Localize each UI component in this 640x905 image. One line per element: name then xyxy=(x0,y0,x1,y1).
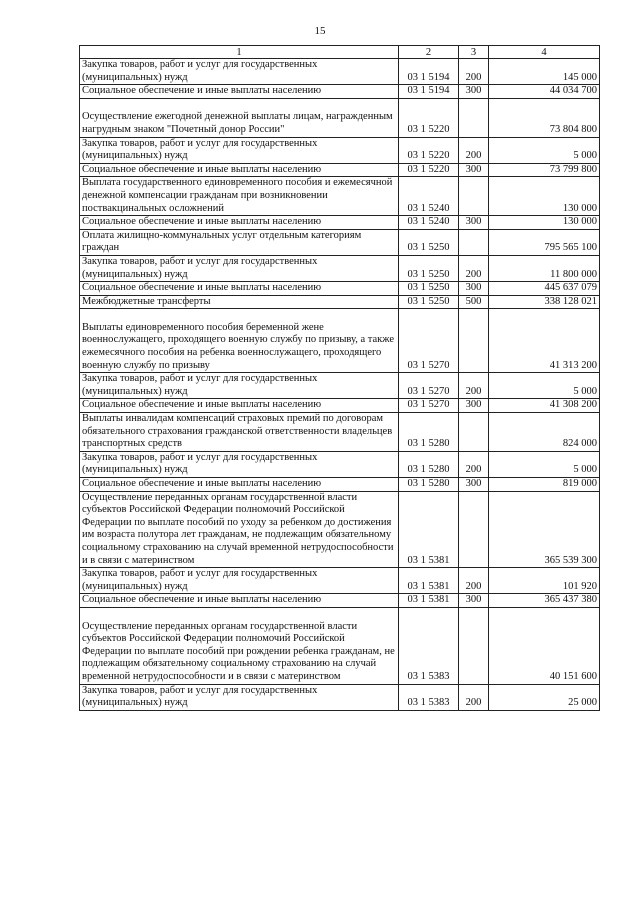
cell-code-text: 03 1 5381 xyxy=(407,594,450,606)
cell-code-text: 03 1 5280 xyxy=(407,478,450,489)
cell-amount xyxy=(489,413,600,452)
cell-amount xyxy=(489,295,600,309)
cell-code-text: 03 1 5250 xyxy=(407,242,450,254)
cell-amount-text: 130 000 xyxy=(562,202,597,214)
cell-expense-type xyxy=(459,451,489,477)
cell-name-text: Закупка товаров, работ и услуг для государственных (муниципальных) нужд xyxy=(82,373,318,397)
cell-expense-type xyxy=(459,177,489,216)
cell-expense-type xyxy=(459,255,489,281)
cell-amount xyxy=(489,568,600,594)
cell-code-text: 03 1 5381 xyxy=(407,580,450,592)
cell-expense-type xyxy=(459,607,489,684)
cell-expense-type-text: 200 xyxy=(465,464,482,476)
table-row xyxy=(80,373,600,399)
cell-name-text: Закупка товаров, работ и услуг для государственных (муниципальных) нужд xyxy=(82,255,318,280)
cell-code-text: 03 1 5383 xyxy=(407,670,450,682)
cell-code xyxy=(399,295,459,309)
table-row xyxy=(80,282,600,296)
cell-amount-text: 130 000 xyxy=(562,216,597,228)
cell-name-text: Социальное обеспечение и иные выплаты населению xyxy=(82,399,322,411)
cell-amount-text: 338 128 021 xyxy=(544,295,597,307)
cell-amount xyxy=(489,59,600,85)
cell-expense-type xyxy=(459,216,489,230)
cell-name xyxy=(80,295,399,309)
table-row xyxy=(80,98,600,137)
cell-name xyxy=(80,594,399,608)
cell-name xyxy=(80,399,399,413)
cell-name-text: Социальное обеспечение и иные выплаты населению xyxy=(82,163,322,175)
cell-code xyxy=(399,163,459,177)
cell-expense-type-text: 300 xyxy=(465,282,482,294)
table-row xyxy=(80,229,600,255)
cell-expense-type xyxy=(459,137,489,163)
cell-amount-text: 41 313 200 xyxy=(549,359,597,371)
cell-code xyxy=(399,85,459,99)
cell-amount-text: 795 565 100 xyxy=(544,242,597,254)
cell-expense-type xyxy=(459,684,489,710)
cell-code xyxy=(399,216,459,230)
cell-amount-text: 824 000 xyxy=(562,438,597,450)
cell-code xyxy=(399,491,459,568)
cell-amount xyxy=(489,607,600,684)
cell-name xyxy=(80,216,399,230)
table-body xyxy=(80,59,600,711)
cell-code-text: 03 1 5250 xyxy=(407,282,450,294)
cell-name xyxy=(80,137,399,163)
cell-amount xyxy=(489,491,600,568)
cell-name xyxy=(80,568,399,594)
column-header-amount: 4 xyxy=(489,46,600,59)
cell-name-text: Осуществление ежегодной денежной выплаты лицам, награжденным нагрудным знаком "Почетный донор России" xyxy=(82,111,393,135)
table-header xyxy=(80,46,600,59)
cell-expense-type xyxy=(459,478,489,492)
cell-code-text: 03 1 5194 xyxy=(407,71,450,83)
cell-expense-type xyxy=(459,568,489,594)
blank-line xyxy=(82,99,396,112)
cell-code-text: 03 1 5220 xyxy=(407,163,450,175)
table-row xyxy=(80,59,600,85)
page-number: 15 xyxy=(314,25,326,37)
cell-amount xyxy=(489,309,600,373)
cell-amount-text: 40 151 600 xyxy=(549,670,597,682)
cell-name-text: Закупка товаров, работ и услуг для государственных (муниципальных) нужд xyxy=(82,684,318,709)
cell-name xyxy=(80,607,399,684)
table-row xyxy=(80,85,600,99)
column-header-name: 1 xyxy=(80,46,399,59)
cell-code xyxy=(399,177,459,216)
table-row xyxy=(80,491,600,568)
table-row xyxy=(80,163,600,177)
cell-expense-type-text: 300 xyxy=(465,478,482,489)
cell-expense-type xyxy=(459,295,489,309)
cell-amount-text: 101 920 xyxy=(562,580,597,592)
cell-expense-type-text: 200 xyxy=(465,268,482,280)
cell-code-text: 03 1 5270 xyxy=(407,399,450,411)
cell-amount xyxy=(489,85,600,99)
cell-expense-type xyxy=(459,594,489,608)
cell-amount xyxy=(489,373,600,399)
table-row xyxy=(80,594,600,608)
cell-expense-type-text: 500 xyxy=(465,295,482,307)
cell-name xyxy=(80,282,399,296)
cell-expense-type xyxy=(459,163,489,177)
cell-name-text: Межбюджетные трансферты xyxy=(82,295,211,307)
cell-name-text: Выплаты инвалидам компенсаций страховых премий по договорам обязательного страхования гражданской ответственности владельцев транспортных средств xyxy=(82,413,393,450)
cell-expense-type xyxy=(459,85,489,99)
cell-name-text: Оплата жилищно-коммунальных услуг отдельным категориям граждан xyxy=(82,229,362,254)
cell-expense-type xyxy=(459,59,489,85)
cell-amount xyxy=(489,255,600,281)
cell-name-text: Выплаты единовременного пособия беременной жене военнослужащего, проходящего военную службу по призыву, а также ежемесячного пособия на ребенка военнослужащего, проходящего военную службу по призыву xyxy=(82,321,394,371)
table-row xyxy=(80,216,600,230)
cell-amount-text: 5 000 xyxy=(573,150,597,162)
header-row xyxy=(80,46,600,59)
cell-amount xyxy=(489,451,600,477)
column-header-vr: 3 xyxy=(459,46,489,59)
column-header-code: 2 xyxy=(399,46,459,59)
cell-name xyxy=(80,684,399,710)
cell-expense-type xyxy=(459,399,489,413)
cell-name xyxy=(80,98,399,137)
cell-code xyxy=(399,59,459,85)
cell-amount-text: 73 804 800 xyxy=(549,123,597,135)
cell-amount-text: 41 308 200 xyxy=(549,399,597,411)
cell-name xyxy=(80,163,399,177)
cell-code xyxy=(399,373,459,399)
cell-amount-text: 73 799 800 xyxy=(549,163,597,175)
cell-code-text: 03 1 5270 xyxy=(407,359,450,371)
cell-expense-type-text: 300 xyxy=(465,85,482,97)
cell-name xyxy=(80,85,399,99)
cell-name xyxy=(80,255,399,281)
cell-amount xyxy=(489,478,600,492)
cell-code-text: 03 1 5194 xyxy=(407,85,450,97)
cell-name xyxy=(80,59,399,85)
cell-name-text: Выплата государственного единовременного пособия и ежемесячной денежной компенсации гражданам при возникновении поствакцинальных осложнений xyxy=(82,177,393,214)
cell-name-text: Социальное обеспечение и иные выплаты населению xyxy=(82,594,322,606)
cell-name xyxy=(80,309,399,373)
cell-amount xyxy=(489,163,600,177)
cell-name xyxy=(80,373,399,399)
cell-name-text: Закупка товаров, работ и услуг для государственных (муниципальных) нужд xyxy=(82,451,318,476)
cell-code-text: 03 1 5240 xyxy=(407,202,450,214)
cell-name-text: Закупка товаров, работ и услуг для государственных (муниципальных) нужд xyxy=(82,59,318,83)
cell-code xyxy=(399,451,459,477)
table-row xyxy=(80,137,600,163)
cell-expense-type-text: 200 xyxy=(465,580,482,592)
cell-amount xyxy=(489,177,600,216)
cell-code xyxy=(399,98,459,137)
cell-expense-type-text: 200 xyxy=(465,697,482,709)
cell-amount xyxy=(489,399,600,413)
cell-code-text: 03 1 5381 xyxy=(407,554,450,566)
cell-amount-text: 44 034 700 xyxy=(549,85,597,97)
cell-amount-text: 5 000 xyxy=(573,385,597,397)
table-row xyxy=(80,684,600,710)
blank-line xyxy=(82,608,396,621)
cell-code xyxy=(399,684,459,710)
cell-code xyxy=(399,568,459,594)
cell-name xyxy=(80,451,399,477)
table-row xyxy=(80,309,600,373)
cell-expense-type-text: 200 xyxy=(465,385,482,397)
cell-name-text: Социальное обеспечение и иные выплаты населению xyxy=(82,478,322,489)
cell-code-text: 03 1 5280 xyxy=(407,464,450,476)
cell-expense-type-text: 300 xyxy=(465,163,482,175)
cell-amount xyxy=(489,137,600,163)
table-row xyxy=(80,478,600,492)
cell-name xyxy=(80,491,399,568)
cell-name xyxy=(80,177,399,216)
table-row xyxy=(80,413,600,452)
cell-code xyxy=(399,594,459,608)
cell-name-text: Осуществление переданных органам государственной власти субъектов Российской Федерации полномочий Российской Федерации по выплате пособий при рождении ребенка гражданам, не подлежащим обязательному социальному страхованию на случай временной нетрудоспособности и в связи с материнством xyxy=(82,620,395,682)
cell-code xyxy=(399,282,459,296)
cell-amount xyxy=(489,594,600,608)
table-row xyxy=(80,568,600,594)
cell-code-text: 03 1 5250 xyxy=(407,268,450,280)
cell-amount-text: 365 539 300 xyxy=(544,554,597,566)
cell-expense-type-text: 300 xyxy=(465,399,482,411)
cell-name-text: Осуществление переданных органам государственной власти субъектов Российской Федерации полномочий Российской Федерации по выплате пособий по уходу за ребенком до достижения им возраста полутора лет гражданам, не подлежащим обязательному социальному страхованию на случай временной нетрудоспособности и в связи с материнством xyxy=(82,491,394,566)
cell-amount xyxy=(489,98,600,137)
table-row xyxy=(80,607,600,684)
cell-code-text: 03 1 5240 xyxy=(407,216,450,228)
cell-expense-type xyxy=(459,229,489,255)
cell-expense-type xyxy=(459,98,489,137)
cell-expense-type-text: 200 xyxy=(465,71,482,83)
cell-name xyxy=(80,478,399,492)
cell-name-text: Социальное обеспечение и иные выплаты населению xyxy=(82,282,322,294)
cell-code-text: 03 1 5220 xyxy=(407,150,450,162)
table-row xyxy=(80,295,600,309)
cell-name-text: Закупка товаров, работ и услуг для государственных (муниципальных) нужд xyxy=(82,137,318,162)
cell-amount-text: 819 000 xyxy=(562,478,597,489)
cell-name-text: Социальное обеспечение и иные выплаты населению xyxy=(82,216,322,228)
cell-code-text: 03 1 5250 xyxy=(407,295,450,307)
cell-expense-type xyxy=(459,373,489,399)
cell-name xyxy=(80,229,399,255)
table-row xyxy=(80,177,600,216)
table-row xyxy=(80,255,600,281)
cell-amount-text: 145 000 xyxy=(562,71,597,83)
cell-expense-type xyxy=(459,282,489,296)
cell-amount-text: 25 000 xyxy=(568,697,597,709)
blank-line xyxy=(82,309,396,322)
cell-amount-text: 445 637 079 xyxy=(544,282,597,294)
cell-code-text: 03 1 5220 xyxy=(407,123,450,135)
cell-code xyxy=(399,309,459,373)
cell-code xyxy=(399,229,459,255)
cell-expense-type-text: 200 xyxy=(465,150,482,162)
cell-expense-type-text: 300 xyxy=(465,216,482,228)
cell-expense-type xyxy=(459,413,489,452)
cell-amount xyxy=(489,229,600,255)
table-row xyxy=(80,399,600,413)
table-row xyxy=(80,451,600,477)
cell-name-text: Закупка товаров, работ и услуг для государственных (муниципальных) нужд xyxy=(82,568,318,592)
cell-code-text: 03 1 5270 xyxy=(407,385,450,397)
cell-expense-type xyxy=(459,491,489,568)
cell-code xyxy=(399,255,459,281)
cell-amount-text: 365 437 380 xyxy=(544,594,597,606)
cell-amount-text: 5 000 xyxy=(573,464,597,476)
budget-table xyxy=(79,45,600,711)
cell-expense-type xyxy=(459,309,489,373)
cell-code xyxy=(399,478,459,492)
cell-code xyxy=(399,137,459,163)
cell-code xyxy=(399,413,459,452)
cell-amount xyxy=(489,282,600,296)
cell-name-text: Социальное обеспечение и иные выплаты населению xyxy=(82,85,322,97)
cell-name xyxy=(80,413,399,452)
cell-code xyxy=(399,399,459,413)
cell-code xyxy=(399,607,459,684)
cell-amount-text: 11 800 000 xyxy=(550,268,597,280)
cell-amount xyxy=(489,684,600,710)
cell-expense-type-text: 300 xyxy=(465,594,482,606)
cell-amount xyxy=(489,216,600,230)
cell-code-text: 03 1 5383 xyxy=(407,697,450,709)
cell-code-text: 03 1 5280 xyxy=(407,438,450,450)
